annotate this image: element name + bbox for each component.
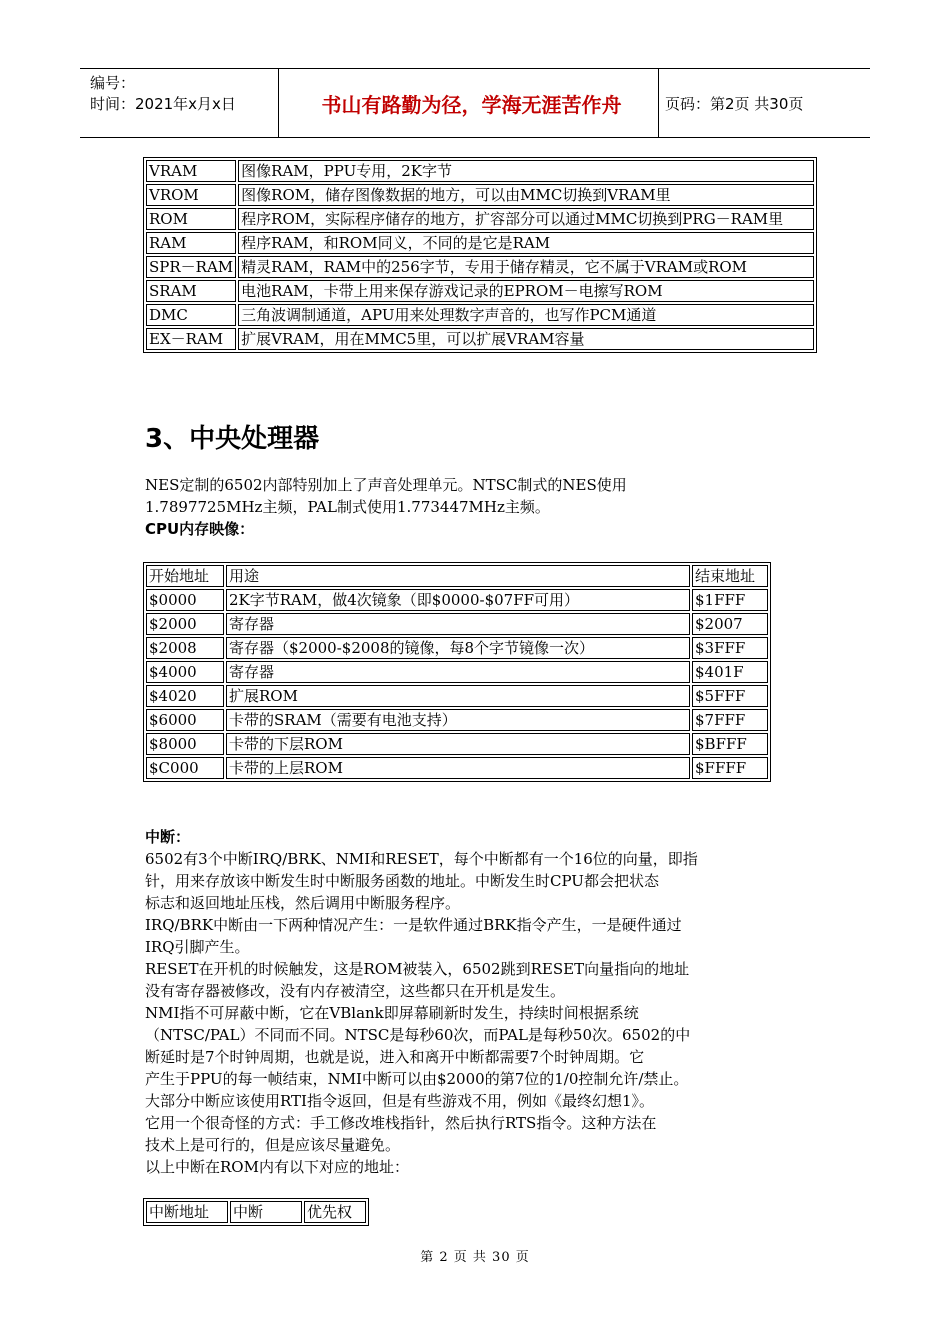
paragraph-line: 针，用来存放该中断发生时中断服务函数的地址。中断发生时CPU都会把状态 xyxy=(145,872,659,890)
table-cell: SRAM xyxy=(146,280,236,302)
paragraph-line: IRQ/BRK中断由一下两种情况产生：一是软件通过BRK指令产生，一是硬件通过 xyxy=(145,916,682,934)
table-row xyxy=(146,661,768,683)
section-title: 3、中央处理器 xyxy=(145,424,320,454)
table-cell: 卡带的下层ROM xyxy=(226,733,690,755)
table-cell: 寄存器 xyxy=(226,661,690,683)
table-cell: $4000 xyxy=(146,661,224,683)
table-cell: VROM xyxy=(146,184,236,206)
page-footer: 第 2 页 共 30 页 xyxy=(420,1250,530,1265)
paragraph-line: 标志和返回地址压栈，然后调用中断服务程序。 xyxy=(145,894,461,912)
table-cell: 寄存器 xyxy=(226,613,690,635)
table-cell: $6000 xyxy=(146,709,224,731)
table-cell: $FFFF xyxy=(692,757,768,779)
paragraph-line: 以上中断在ROM内有以下对应的地址： xyxy=(145,1158,409,1176)
paragraph-line: IRQ引脚产生。 xyxy=(145,938,250,956)
paragraph-line: 大部分中断应该使用RTI指令返回，但是有些游戏不用，例如《最终幻想1》。 xyxy=(145,1092,655,1110)
table-cell: $2000 xyxy=(146,613,224,635)
table-cell: 卡带的上层ROM xyxy=(226,757,690,779)
cpu-map-label: CPU内存映像： xyxy=(145,520,255,538)
table-row xyxy=(146,733,768,755)
table-cell: 精灵RAM，RAM中的256字节，专用于储存精灵，它不属于VRAM或ROM xyxy=(238,256,814,278)
table-cell: 程序ROM，实际程序储存的地方，扩容部分可以通过MMC切换到PRG－RAM里 xyxy=(238,208,814,230)
table-cell: $5FFF xyxy=(692,685,768,707)
table-header-cell: 结束地址 xyxy=(692,565,768,587)
table-header-row xyxy=(146,1201,366,1223)
paragraph-line: 断延时是7个时钟周期，也就是说，进入和离开中断都需要7个时钟周期。它 xyxy=(145,1048,645,1066)
interrupts-section xyxy=(145,826,845,1178)
paragraph-line: 没有寄存器被修改，没有内存被清空，这些都只在开机是发生。 xyxy=(145,982,566,1000)
table-row xyxy=(146,256,814,278)
table-cell: $BFFF xyxy=(692,733,768,755)
table-row xyxy=(146,685,768,707)
table-row xyxy=(146,757,768,779)
cpu-memory-map-table xyxy=(143,562,771,782)
table-cell: VRAM xyxy=(146,160,236,182)
table-header-cell: 优先权 xyxy=(304,1201,366,1223)
header-divider xyxy=(658,69,659,137)
table-cell: SPR－RAM xyxy=(146,256,236,278)
intro-line: NES定制的6502内部特别加上了声音处理单元。NTSC制式的NES使用 xyxy=(145,476,627,494)
header-divider xyxy=(278,69,279,137)
header-time-label: 时间：2021年x月x日 xyxy=(90,95,236,113)
table-cell: EX－RAM xyxy=(146,328,236,350)
memory-terms-table xyxy=(143,157,817,353)
page-header xyxy=(80,68,870,138)
table-header-cell: 中断 xyxy=(230,1201,302,1223)
intro-line: 1.7897725MHz主频，PAL制式使用1.773447MHz主频。 xyxy=(145,498,550,516)
table-cell: 三角波调制通道，APU用来处理数字声音的，也写作PCM通道 xyxy=(238,304,814,326)
header-number-label: 编号： xyxy=(90,74,136,92)
table-row xyxy=(146,637,768,659)
table-cell: $2008 xyxy=(146,637,224,659)
table-cell: DMC xyxy=(146,304,236,326)
table-cell: RAM xyxy=(146,232,236,254)
table-cell: $1FFF xyxy=(692,589,768,611)
paragraph-line: RESET在开机的时候触发，这是ROM被装入，6502跳到RESET向量指向的地址 xyxy=(145,960,690,978)
table-cell: 扩展ROM xyxy=(226,685,690,707)
table-row xyxy=(146,709,768,731)
table-cell: $2007 xyxy=(692,613,768,635)
table-cell: 电池RAM，卡带上用来保存游戏记录的EPROM－电擦写ROM xyxy=(238,280,814,302)
paragraph-line: 它用一个很奇怪的方式：手工修改堆栈指针，然后执行RTS指令。这种方法在 xyxy=(145,1114,657,1132)
table-row xyxy=(146,304,814,326)
table-cell: 2K字节RAM，做4次镜象（即$0000-$07FF可用） xyxy=(226,589,690,611)
table-row xyxy=(146,589,768,611)
paragraph-line: NMI指不可屏蔽中断，它在VBlank即屏幕刷新时发生，持续时间根据系统 xyxy=(145,1004,639,1022)
table-cell: 图像ROM，储存图像数据的地方，可以由MMC切换到VRAM里 xyxy=(238,184,814,206)
table-cell: 卡带的SRAM（需要有电池支持） xyxy=(226,709,690,731)
table-cell: $C000 xyxy=(146,757,224,779)
section-intro xyxy=(145,474,825,540)
table-cell: $0000 xyxy=(146,589,224,611)
table-cell: $7FFF xyxy=(692,709,768,731)
header-motto: 书山有路勤为径，学海无涯苦作舟 xyxy=(321,92,622,117)
table-row xyxy=(146,208,814,230)
table-header-cell: 中断地址 xyxy=(146,1201,228,1223)
interrupt-vector-table xyxy=(143,1198,369,1226)
table-cell: 图像RAM，PPU专用，2K字节 xyxy=(238,160,814,182)
table-header-row xyxy=(146,565,768,587)
table-row xyxy=(146,328,814,350)
table-header-cell: 用途 xyxy=(226,565,690,587)
table-row xyxy=(146,280,814,302)
header-meta xyxy=(90,73,236,115)
paragraph-line: 技术上是可行的，但是应该尽量避免。 xyxy=(145,1136,401,1154)
table-cell: 扩展VRAM，用在MMC5里，可以扩展VRAM容量 xyxy=(238,328,814,350)
table-cell: 寄存器（$2000-$2008的镜像，每8个字节镜像一次） xyxy=(226,637,690,659)
table-row xyxy=(146,184,814,206)
table-cell: $401F xyxy=(692,661,768,683)
table-cell: $8000 xyxy=(146,733,224,755)
interrupts-label: 中断： xyxy=(145,828,191,846)
paragraph-line: （NTSC/PAL）不同而不同。NTSC是每秒60次，而PAL是每秒50次。6502的中 xyxy=(145,1026,691,1044)
table-row xyxy=(146,160,814,182)
paragraph-line: 6502有3个中断IRQ/BRK、NMI和RESET，每个中断都有一个16位的向量，即指 xyxy=(145,850,698,868)
header-page-info: 页码：第2页 共30页 xyxy=(665,94,804,113)
table-row xyxy=(146,613,768,635)
table-cell: ROM xyxy=(146,208,236,230)
table-header-cell: 开始地址 xyxy=(146,565,224,587)
table-cell: 程序RAM，和ROM同义，不同的是它是RAM xyxy=(238,232,814,254)
table-row xyxy=(146,232,814,254)
table-cell: $3FFF xyxy=(692,637,768,659)
table-cell: $4020 xyxy=(146,685,224,707)
paragraph-line: 产生于PPU的每一帧结束，NMI中断可以由$2000的第7位的1/0控制允许/禁止。 xyxy=(145,1070,689,1088)
